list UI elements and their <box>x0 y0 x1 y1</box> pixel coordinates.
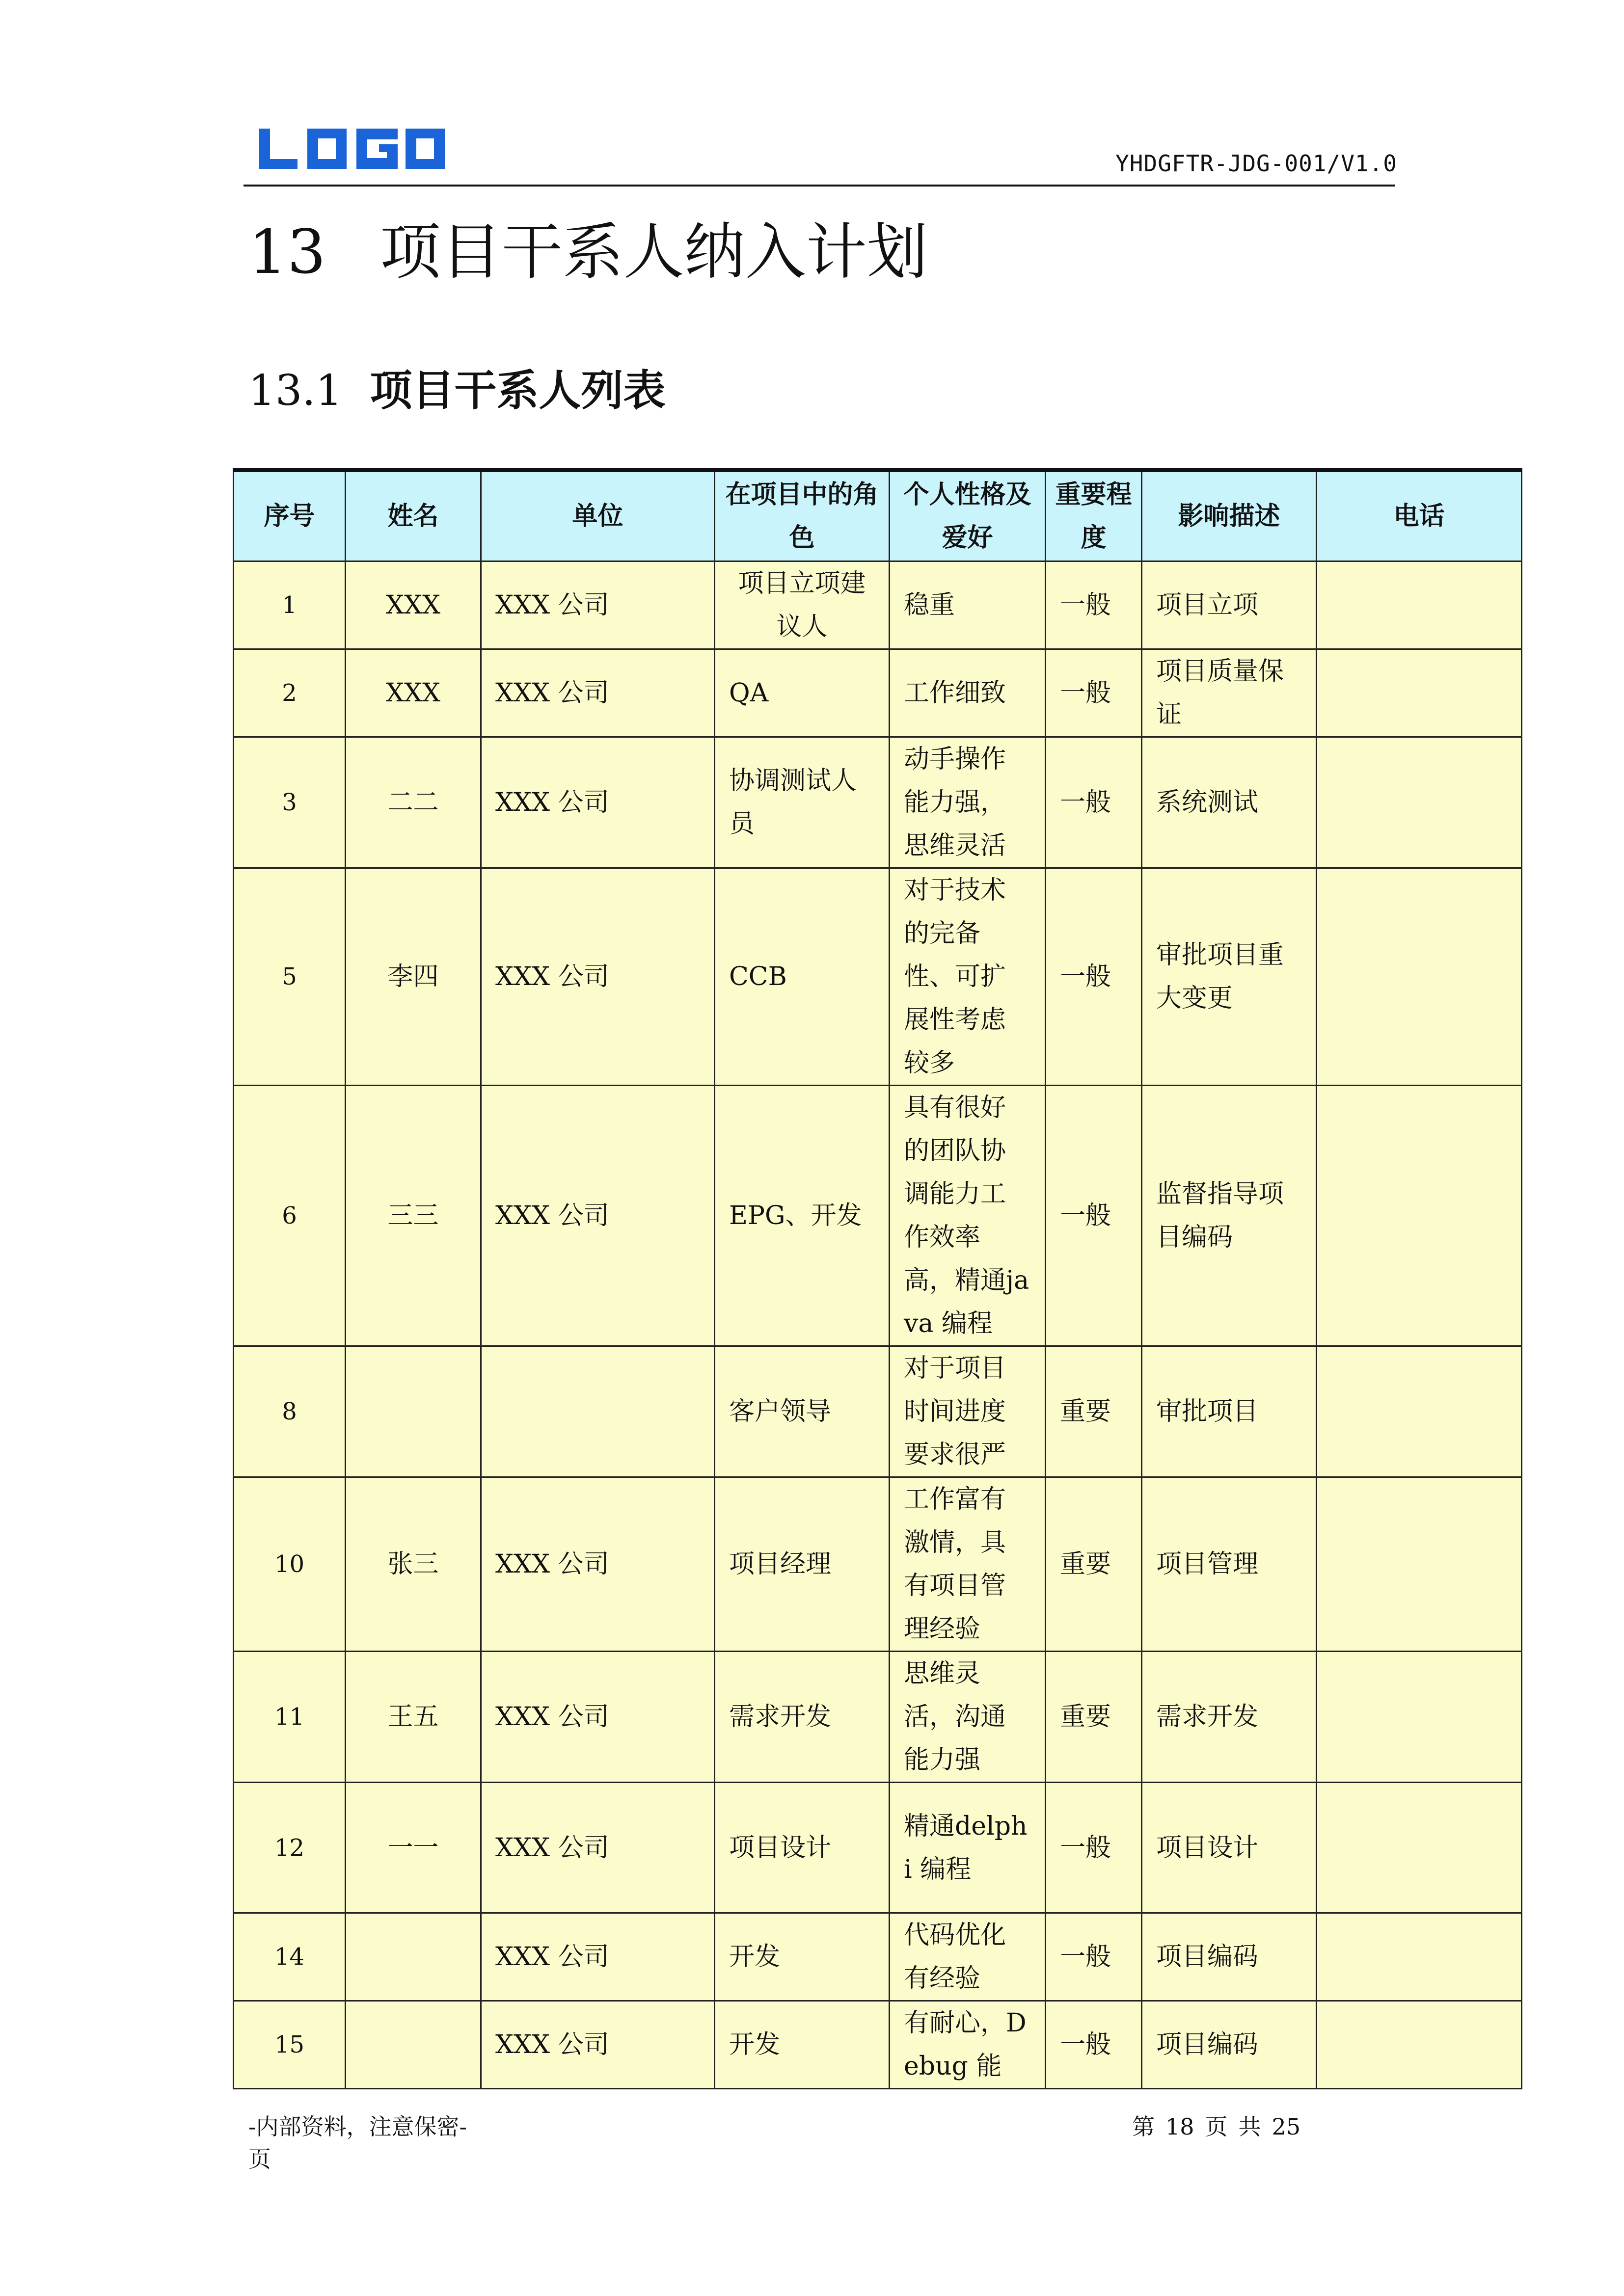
document-id: YHDGFTR-JDG-001/V1.0 <box>1115 150 1397 177</box>
cell-role: 需求开发 <box>715 1652 890 1783</box>
cell-personality: 有耐心，Debug 能 <box>890 2001 1046 2089</box>
cell-name <box>346 1346 481 1477</box>
cell-phone <box>1317 561 1522 649</box>
footer-confidential-note <box>248 2110 523 2175</box>
cell-phone <box>1317 1913 1522 2001</box>
cell-impact: 项目设计 <box>1142 1783 1317 1913</box>
section-title-text: 项目干系人列表 <box>370 366 666 415</box>
table-row <box>234 1913 1522 2001</box>
cell-no: 2 <box>234 649 346 737</box>
cell-unit: XXX 公司 <box>481 1086 715 1346</box>
column-header-no: 序号 <box>234 470 346 561</box>
cell-no: 1 <box>234 561 346 649</box>
table-row <box>234 2001 1522 2089</box>
cell-personality: 工作细致 <box>890 649 1046 737</box>
column-header-unit: 单位 <box>481 470 715 561</box>
cell-role: QA <box>715 649 890 737</box>
cell-unit: XXX 公司 <box>481 737 715 868</box>
column-header-name: 姓名 <box>346 470 481 561</box>
cell-name: 李四 <box>346 868 481 1086</box>
cell-unit: XXX 公司 <box>481 1652 715 1783</box>
cell-personality: 对于项目时间进度要求很严 <box>890 1346 1046 1477</box>
cell-phone <box>1317 649 1522 737</box>
cell-impact: 项目管理 <box>1142 1477 1317 1652</box>
cell-impact: 监督指导项目编码 <box>1142 1086 1317 1346</box>
cell-no: 10 <box>234 1477 346 1652</box>
cell-personality: 思维灵活，沟通能力强 <box>890 1652 1046 1783</box>
cell-importance: 一般 <box>1046 649 1142 737</box>
cell-no: 15 <box>234 2001 346 2089</box>
chapter-title-text: 项目干系人纳入计划 <box>379 217 928 288</box>
cell-unit: XXX 公司 <box>481 868 715 1086</box>
cell-role: EPG、开发 <box>715 1086 890 1346</box>
cell-name: 王五 <box>346 1652 481 1783</box>
cell-role: 客户领导 <box>715 1346 890 1477</box>
column-header-phone: 电话 <box>1317 470 1522 561</box>
cell-name <box>346 2001 481 2089</box>
chapter-heading <box>248 213 928 292</box>
chapter-number: 13 <box>248 217 326 288</box>
table-row <box>234 1477 1522 1652</box>
cell-impact: 项目立项 <box>1142 561 1317 649</box>
cell-no: 8 <box>234 1346 346 1477</box>
cell-personality: 代码优化有经验 <box>890 1913 1046 2001</box>
cell-importance: 一般 <box>1046 1783 1142 1913</box>
cell-importance: 一般 <box>1046 2001 1142 2089</box>
table-row <box>234 737 1522 868</box>
cell-importance: 一般 <box>1046 561 1142 649</box>
cell-role: 开发 <box>715 1913 890 2001</box>
cell-importance: 一般 <box>1046 737 1142 868</box>
page-suffix-text: 页 <box>248 2146 271 2172</box>
cell-role: 项目经理 <box>715 1477 890 1652</box>
cell-phone <box>1317 737 1522 868</box>
cell-name: 三三 <box>346 1086 481 1346</box>
cell-role: 项目设计 <box>715 1783 890 1913</box>
cell-unit: XXX 公司 <box>481 561 715 649</box>
cell-phone <box>1317 2001 1522 2089</box>
cell-personality: 对于技术的完备性、可扩展性考虑较多 <box>890 868 1046 1086</box>
cell-impact: 项目编码 <box>1142 1913 1317 2001</box>
section-number: 13.1 <box>248 366 343 415</box>
cell-unit: XXX 公司 <box>481 649 715 737</box>
cell-phone <box>1317 1346 1522 1477</box>
table-row <box>234 1086 1522 1346</box>
cell-name: 一一 <box>346 1783 481 1913</box>
cell-no: 5 <box>234 868 346 1086</box>
table-row <box>234 868 1522 1086</box>
cell-unit <box>481 1346 715 1477</box>
company-logo <box>259 129 446 169</box>
cell-impact: 系统测试 <box>1142 737 1317 868</box>
logo-icon <box>259 129 446 169</box>
confidential-text: -内部资料，注意保密- <box>248 2113 467 2140</box>
cell-personality: 精通delphi 编程 <box>890 1783 1046 1913</box>
cell-role: 项目立项建议人 <box>715 561 890 649</box>
cell-personality: 动手操作能力强，思维灵活 <box>890 737 1046 868</box>
column-header-personality: 个人性格及爱好 <box>890 470 1046 561</box>
header-divider <box>244 185 1395 187</box>
cell-no: 3 <box>234 737 346 868</box>
page-word-di: 第 <box>1132 2113 1155 2140</box>
column-header-role: 在项目中的角色 <box>715 470 890 561</box>
cell-importance: 一般 <box>1046 868 1142 1086</box>
cell-no: 12 <box>234 1783 346 1913</box>
cell-name: XXX <box>346 561 481 649</box>
page-total: 25 <box>1272 2113 1301 2140</box>
page-word-gong: 共 <box>1238 2113 1261 2140</box>
cell-unit: XXX 公司 <box>481 1913 715 2001</box>
table-header-row <box>234 470 1522 561</box>
cell-name: 二二 <box>346 737 481 868</box>
cell-phone <box>1317 1086 1522 1346</box>
cell-phone <box>1317 868 1522 1086</box>
cell-personality: 工作富有激情，具有项目管理经验 <box>890 1477 1046 1652</box>
cell-unit: XXX 公司 <box>481 2001 715 2089</box>
cell-importance: 重要 <box>1046 1346 1142 1477</box>
cell-role: 开发 <box>715 2001 890 2089</box>
column-header-impact: 影响描述 <box>1142 470 1317 561</box>
cell-importance: 一般 <box>1046 1913 1142 2001</box>
footer-page-number <box>1132 2110 1311 2143</box>
stakeholder-table <box>233 468 1522 2089</box>
cell-impact: 审批项目 <box>1142 1346 1317 1477</box>
cell-importance: 一般 <box>1046 1086 1142 1346</box>
cell-name: XXX <box>346 649 481 737</box>
cell-unit: XXX 公司 <box>481 1477 715 1652</box>
cell-phone <box>1317 1783 1522 1913</box>
cell-unit: XXX 公司 <box>481 1783 715 1913</box>
cell-no: 14 <box>234 1913 346 2001</box>
cell-phone <box>1317 1652 1522 1783</box>
page-word-ye: 页 <box>1205 2113 1228 2140</box>
cell-name: 张三 <box>346 1477 481 1652</box>
column-header-importance: 重要程度 <box>1046 470 1142 561</box>
page-current: 18 <box>1165 2113 1194 2140</box>
cell-impact: 审批项目重大变更 <box>1142 868 1317 1086</box>
cell-importance: 重要 <box>1046 1477 1142 1652</box>
cell-phone <box>1317 1477 1522 1652</box>
table-row <box>234 1652 1522 1783</box>
cell-role: 协调测试人员 <box>715 737 890 868</box>
cell-personality: 稳重 <box>890 561 1046 649</box>
section-heading <box>248 361 665 420</box>
table-row <box>234 1783 1522 1913</box>
cell-no: 6 <box>234 1086 346 1346</box>
cell-name <box>346 1913 481 2001</box>
table-row <box>234 561 1522 649</box>
cell-no: 11 <box>234 1652 346 1783</box>
table-row <box>234 649 1522 737</box>
cell-impact: 项目编码 <box>1142 2001 1317 2089</box>
cell-impact: 需求开发 <box>1142 1652 1317 1783</box>
cell-impact: 项目质量保证 <box>1142 649 1317 737</box>
cell-role: CCB <box>715 868 890 1086</box>
table-row <box>234 1346 1522 1477</box>
cell-personality: 具有很好的团队协调能力工作效率高，精通java 编程 <box>890 1086 1046 1346</box>
cell-importance: 重要 <box>1046 1652 1142 1783</box>
